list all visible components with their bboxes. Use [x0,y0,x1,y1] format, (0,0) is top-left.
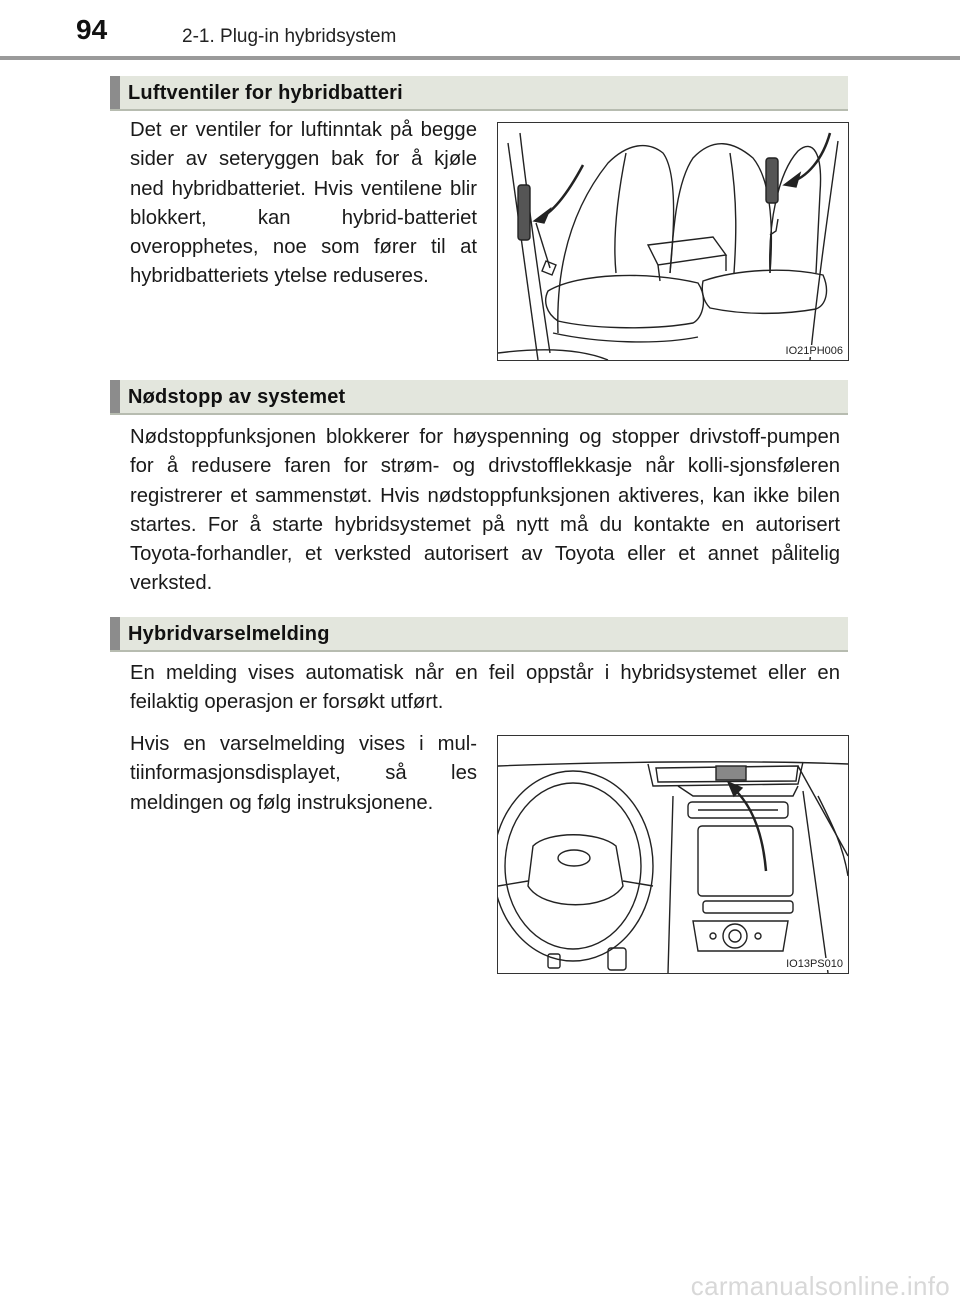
rear-seat-air-vents-illustration [498,123,848,360]
section-heading-hybrid-warning [110,617,848,652]
dashboard-multi-information-display-illustration [498,736,848,973]
section-title: Luftventiler for hybridbatteri [128,82,403,104]
page-header [0,0,960,62]
section-title: Hybridvarselmelding [128,623,330,645]
figure-code: IO13PS010 [786,958,843,970]
warning-message-paragraph: En melding vises automatisk når en feil oppstår i hybridsystemet eller en feilaktig operasjon er forsøkt utført. [130,662,840,714]
section-heading-vents [110,76,848,111]
heading-marker [110,380,120,413]
section-title: Nødstopp av systemet [128,386,346,408]
chapter-label: 2-1. Plug-in hybridsystem [182,26,397,47]
heading-marker [110,76,120,109]
dashboard-figure [497,735,849,974]
section-heading-emergency-stop [110,380,848,415]
figure-code: IO21PH006 [785,345,843,357]
header-divider [0,56,960,60]
display-instruction-paragraph: Hvis en varselmelding vises i mul-tiinformasjonsdisplayet, så les meldingen og følg instruksjonene. [130,733,477,814]
vents-paragraph: Det er ventiler for luftinntak på begge sider av seteryggen bak for å kjøle ned hybridbatteriet. Hvis ventilene blir blokkert, kan hybrid-batteriet overopphetes, noe som fører til at hybridbatteriets ytelse reduseres. [130,119,477,288]
rear-seat-vents-figure [497,122,849,361]
heading-marker [110,617,120,650]
emergency-stop-paragraph: Nødstoppfunksjonen blokkerer for høyspenning og stopper drivstoff-pumpen for å redusere faren for strøm- og drivstofflekkasje når kolli-sjonsføleren registrerer et sammenstøt. Hvis nødstoppfunksjonen aktiveres, kan ikke bilen startes. For å starte hybridsystemet på nytt må du kontakte en autorisert Toyota-forhandler, et verksted autorisert av Toyota eller et annet pålitelig verksted. [130,426,840,595]
watermark: carmanualsonline.info [690,1271,950,1301]
page-number: 94 [76,14,108,45]
